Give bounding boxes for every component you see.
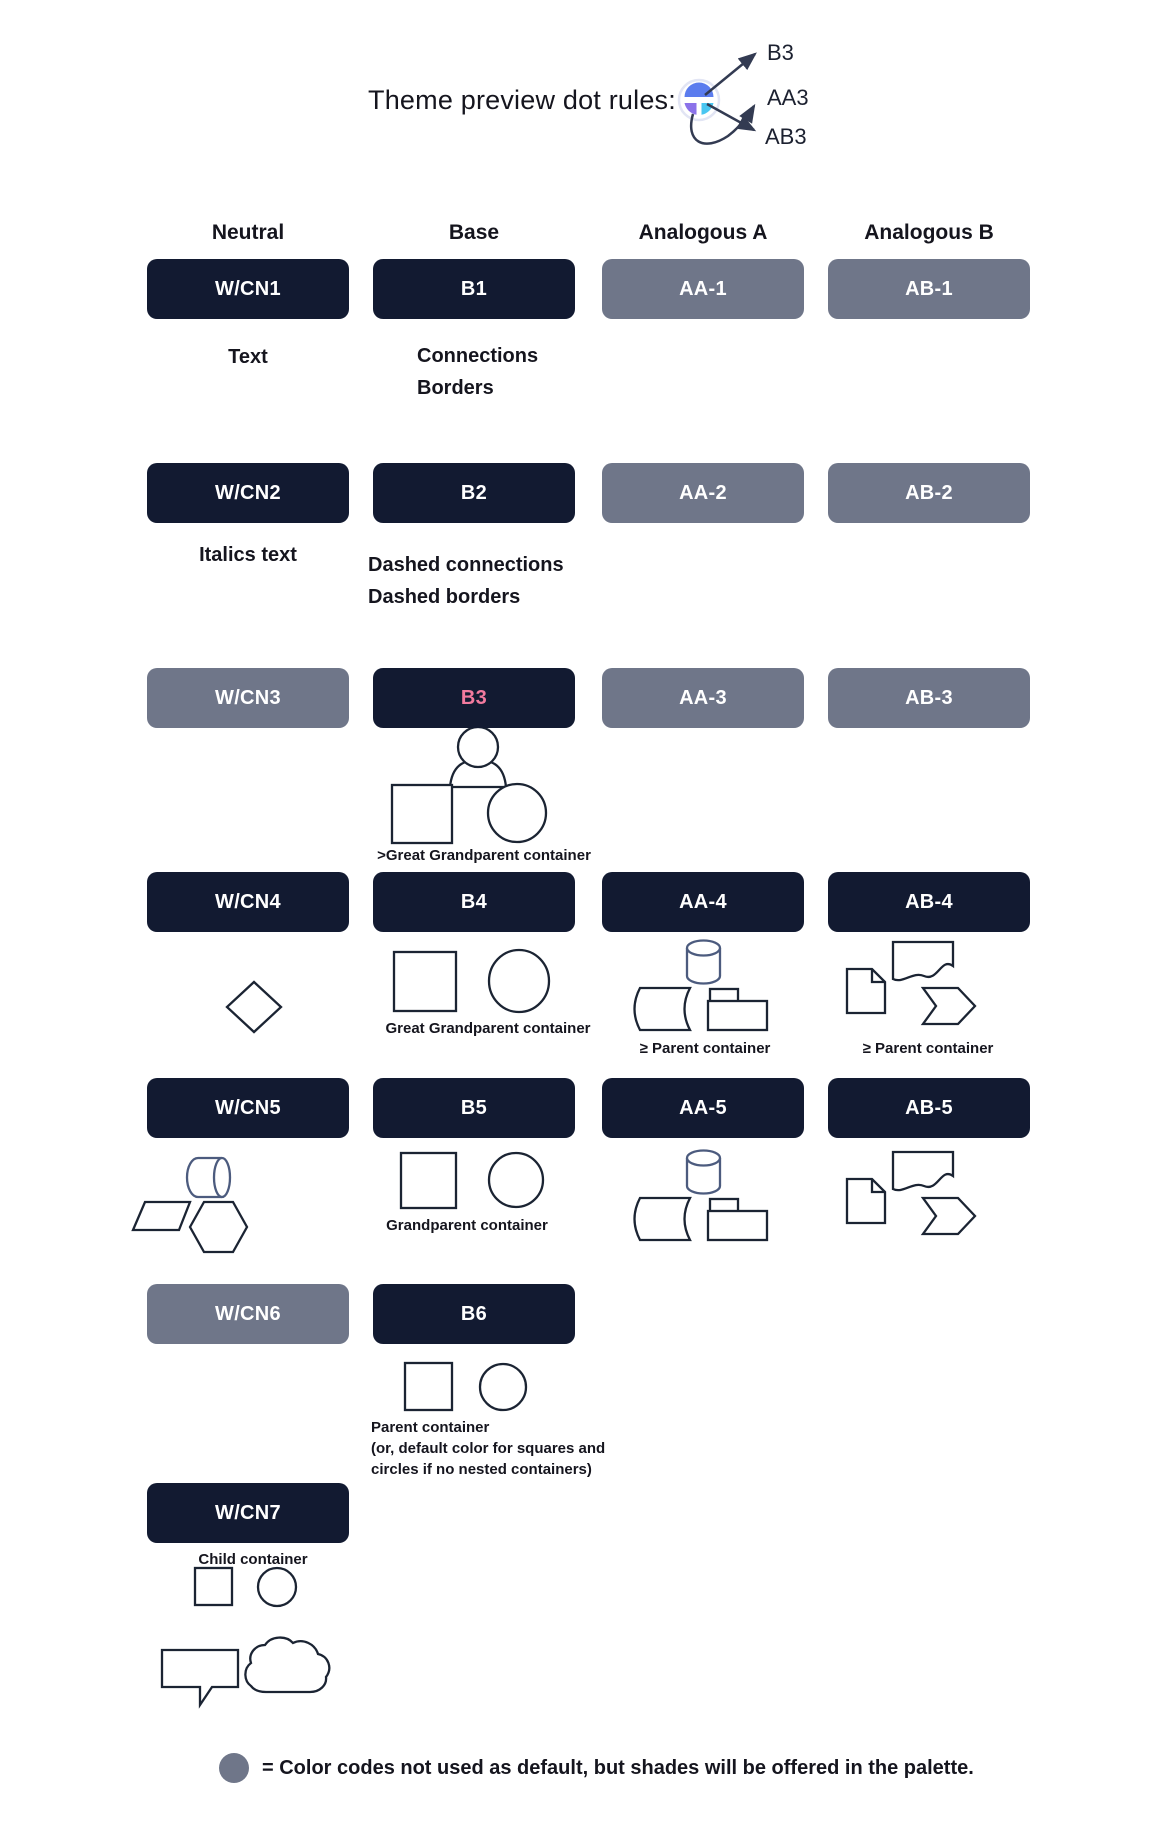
swatch-label: W/CN6 [215, 1302, 281, 1325]
b6-shape-cluster [405, 1363, 526, 1410]
wcn7-shape-cluster [162, 1568, 329, 1705]
square-shape [394, 952, 456, 1011]
legend-label-ab3: AB3 [765, 124, 807, 149]
circle-shape [488, 784, 546, 842]
swatch-b1 [373, 259, 575, 319]
swatch-b4 [373, 872, 575, 932]
swatch-label: B5 [460, 1096, 488, 1119]
swatch-label: AA-5 [679, 1096, 727, 1119]
wavy-document-shape [893, 1152, 953, 1190]
swatch-label: AB-2 [905, 481, 953, 504]
swatch-label: AB-4 [905, 890, 953, 913]
column-header-neutral: Neutral [211, 221, 285, 244]
caption-connections: Connections [417, 345, 539, 367]
swatch-b2 [373, 463, 575, 523]
actor-head [458, 727, 498, 767]
swatch-label: W/CN3 [215, 686, 281, 709]
horizontal-cylinder-face [214, 1158, 230, 1197]
theme-preview-dot-icon [679, 80, 719, 120]
diamond-shape [227, 982, 281, 1032]
page-title: Theme preview dot rules: [368, 85, 676, 115]
swatch-aa2 [602, 463, 804, 523]
circle-shape [489, 1153, 543, 1207]
b3-shape-cluster [392, 727, 546, 843]
aa4-shape-cluster [635, 941, 768, 1031]
swatch-label: W/CN4 [215, 890, 281, 913]
arrow-to-b3 [705, 54, 755, 95]
swatch-label: B6 [460, 1302, 488, 1325]
legend-label-b3: B3 [767, 40, 794, 65]
swatch-wcn3 [147, 668, 349, 728]
legend-label-aa3: AA3 [767, 85, 809, 110]
package-body [708, 1211, 767, 1240]
circle-shape [258, 1568, 296, 1606]
swatch-aa3 [602, 668, 804, 728]
caption-borders: Borders [417, 377, 494, 399]
square-shape [405, 1363, 452, 1410]
swatch-label: AB-3 [905, 686, 953, 709]
ab4-shape-cluster [847, 942, 975, 1024]
column-header-base: Base [448, 221, 500, 244]
square-shape [195, 1568, 232, 1605]
swatch-label: B4 [460, 890, 488, 913]
swatch-label: W/CN2 [215, 481, 281, 504]
swatch-aa4 [602, 872, 804, 932]
swatch-wcn1 [147, 259, 349, 319]
swatch-wcn5 [147, 1078, 349, 1138]
circle-shape [480, 1364, 526, 1410]
swatch-label: W/CN7 [215, 1501, 281, 1524]
caption-b6-line3: circles if no nested containers) [371, 1461, 592, 1478]
swatch-b5 [373, 1078, 575, 1138]
package-body [708, 1001, 767, 1030]
swatch-ab2 [828, 463, 1030, 523]
swatch-b3 [373, 668, 575, 728]
stored-data-shape [635, 1198, 691, 1240]
caption-italics-text: Italics text [199, 544, 297, 566]
swatch-label: W/CN1 [215, 277, 281, 300]
stored-data-shape [635, 988, 691, 1030]
swatch-ab3 [828, 668, 1030, 728]
swatch-label: B2 [460, 481, 488, 504]
ellipse-shape [489, 950, 549, 1012]
swatch-wcn6 [147, 1284, 349, 1344]
column-header-analogous-b: Analogous B [864, 221, 994, 244]
swatch-aa5 [602, 1078, 804, 1138]
caption-aa4-shapes: ≥ Parent container [639, 1040, 771, 1057]
caption-dashed-borders: Dashed borders [368, 586, 521, 608]
cylinder-top [687, 1151, 720, 1166]
swatch-wcn7 [147, 1483, 349, 1543]
swatch-aa1 [602, 259, 804, 319]
swatch-label: AB-5 [905, 1096, 953, 1119]
swatch-wcn2 [147, 463, 349, 523]
chevron-shape [923, 1198, 975, 1234]
ab5-shape-cluster [847, 1152, 975, 1234]
swatch-ab1 [828, 259, 1030, 319]
caption-ab4-shapes: ≥ Parent container [862, 1040, 994, 1057]
swatch-label: W/CN5 [215, 1096, 281, 1119]
hexagon-shape [190, 1202, 247, 1252]
wavy-document-shape [893, 942, 953, 980]
b4-shape-cluster [394, 950, 549, 1012]
swatch-label: B3 [460, 686, 488, 709]
square-shape [401, 1153, 456, 1208]
swatch-label: AA-2 [679, 481, 727, 504]
square-shape [392, 785, 452, 843]
note-shape [847, 1179, 885, 1223]
caption-b5-shapes: Grandparent container [386, 1217, 548, 1234]
wcn5-shape-cluster [133, 1158, 247, 1252]
swatch-b6 [373, 1284, 575, 1344]
caption-b6-line2: (or, default color for squares and [371, 1440, 606, 1457]
swatch-ab4 [828, 872, 1030, 932]
parallelogram-shape [133, 1202, 190, 1230]
caption-b3-shapes: >Great Grandparent container [377, 847, 591, 864]
cloud-shape [245, 1638, 329, 1692]
swatch-label: AA-4 [679, 890, 727, 913]
caption-dashed-connections: Dashed connections [368, 554, 564, 576]
note-shape [847, 969, 885, 1013]
chevron-shape [923, 988, 975, 1024]
column-header-analogous-a: Analogous A [638, 221, 768, 244]
footer-gray-dot-icon [219, 1753, 249, 1783]
swatch-label: AA-1 [679, 277, 727, 300]
swatch-label: AB-1 [905, 277, 953, 300]
swatch-label: B1 [460, 277, 488, 300]
caption-b4-shapes: Great Grandparent container [385, 1020, 591, 1037]
wcn4-shape-cluster [227, 982, 281, 1032]
aa5-shape-cluster [635, 1151, 768, 1241]
b5-shape-cluster [401, 1153, 543, 1208]
swatch-label: AA-3 [679, 686, 727, 709]
cylinder-top [687, 941, 720, 956]
speech-bubble-shape [162, 1650, 238, 1705]
caption-wcn7-shapes: Child container [198, 1551, 308, 1568]
swatch-ab5 [828, 1078, 1030, 1138]
footer-note: = Color codes not used as default, but shades will be offered in the palette. [262, 1757, 974, 1779]
caption-text: Text [228, 346, 268, 368]
caption-b6-line1: Parent container [371, 1419, 490, 1436]
swatch-wcn4 [147, 872, 349, 932]
